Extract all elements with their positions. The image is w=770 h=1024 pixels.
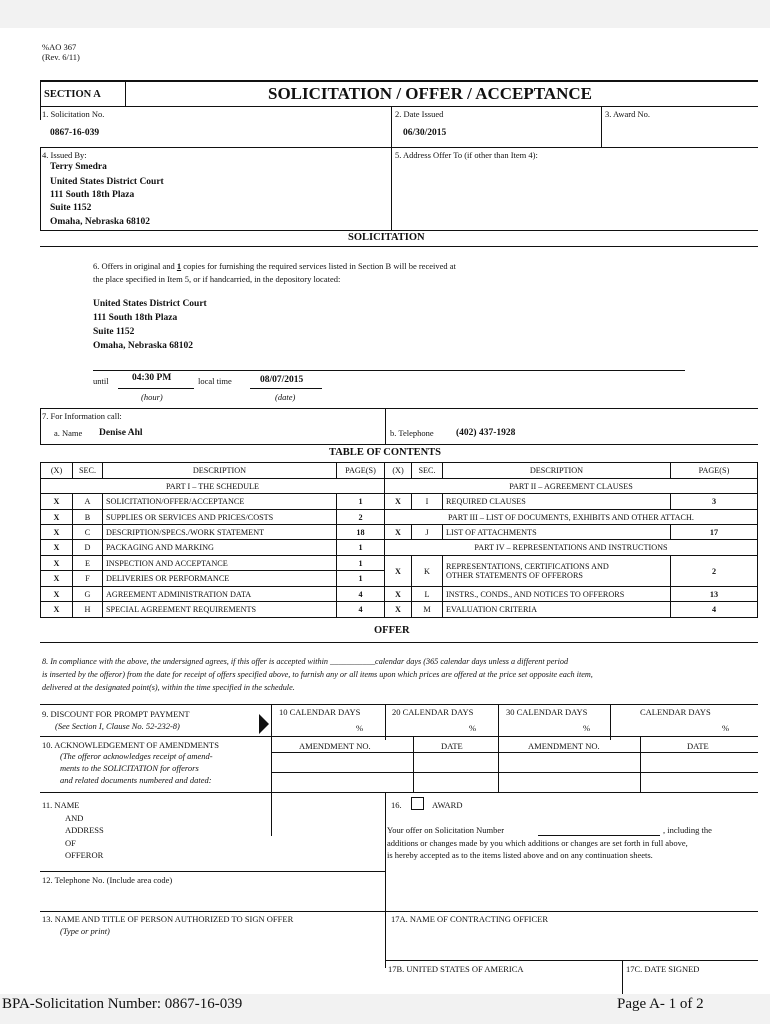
toc-sec: M (412, 602, 443, 618)
toc-desc (443, 556, 671, 587)
discount-col: 10 CALENDAR DAYS (279, 707, 361, 717)
local-time-label: local time (198, 376, 232, 386)
toc-check: X (385, 525, 412, 540)
toc-check: X (40, 540, 73, 556)
toc-sec: B (73, 510, 103, 525)
toc-desc: AGREEMENT ADMINISTRATION DATA (103, 587, 337, 602)
toc-check: X (40, 494, 73, 510)
info-telephone-label: b. Telephone (390, 428, 434, 438)
toc-pages: 2 (671, 556, 758, 587)
item8-line: delivered at the designated point(s), within the time specified in the schedule. (42, 683, 295, 692)
solicitation-heading: SOLICITATION (348, 232, 425, 243)
toc-sec: I (412, 494, 443, 510)
arrow-right-icon (259, 714, 269, 734)
info-telephone-value: (402) 437-1928 (456, 428, 516, 438)
info-call-label: 7. For Information call: (42, 411, 122, 421)
toc-desc: INSPECTION AND ACCEPTANCE (103, 556, 337, 571)
page-footer (0, 994, 770, 1024)
hour-caption: (hour) (141, 392, 163, 402)
award-text: , including the (663, 825, 712, 835)
issued-by-label: 4. Issued By: (42, 150, 87, 160)
date-value: 08/07/2015 (260, 375, 304, 385)
ack-sub: and related documents numbered and dated: (60, 775, 212, 785)
issued-by-line: Suite 1152 (50, 203, 92, 213)
toc-sec: H (73, 602, 103, 618)
toc-sec: A (73, 494, 103, 510)
form-revision: (Rev. 6/11) (42, 52, 80, 62)
toc-pages: 13 (671, 587, 758, 602)
award-text: is hereby accepted as to the items listed above and on any continuation sheets. (387, 850, 653, 860)
toc-desc: LIST OF ATTACHMENTS (443, 525, 671, 540)
toc-col-x: (X) (385, 462, 412, 479)
toc-col-sec: SEC. (412, 462, 443, 479)
issued-by-line: 111 South 18th Plaza (50, 190, 135, 200)
toc-col-desc: DESCRIPTION (103, 462, 337, 479)
toc-check: X (385, 602, 412, 618)
percent-sign: % (469, 723, 477, 733)
toc-heading: TABLE OF CONTENTS (329, 447, 442, 458)
offeror-label: OFFEROR (65, 850, 104, 860)
toc-check: X (40, 525, 73, 540)
award-text: Your offer on Solicitation Number (387, 825, 505, 835)
award-checkbox[interactable] (411, 797, 424, 810)
toc-pages: 1 (337, 571, 385, 587)
toc-pages: 4 (337, 602, 385, 618)
toc-pages: 1 (337, 556, 385, 571)
offeror-label: OF (65, 838, 76, 848)
discount-col: 30 CALENDAR DAYS (506, 707, 588, 717)
toc-sec: G (73, 587, 103, 602)
percent-sign: % (722, 723, 730, 733)
toc-col-pages: PAGE(S) (337, 462, 385, 479)
authorized-sub: (Type or print) (60, 926, 110, 936)
toc-desc: EVALUATION CRITERIA (443, 602, 671, 618)
toc-desc: DELIVERIES OR PERFORMANCE (103, 571, 337, 587)
toc-pages: 3 (671, 494, 758, 510)
toc-sec: L (412, 587, 443, 602)
item6-line2: the place specified in Item 5, or if handcarried, in the depository located: (93, 274, 341, 284)
percent-sign: % (356, 723, 364, 733)
toc-part-heading: PART I – THE SCHEDULE (40, 479, 385, 494)
item6-text: 6. Offers in original and 1 copies for furnishing the required services listed in Section B will be received at (93, 261, 456, 271)
issued-by-line: United States District Court (50, 177, 164, 187)
toc-desc: INSTRS., CONDS., AND NOTICES TO OFFERORS (443, 587, 671, 602)
toc-sec: F (73, 571, 103, 587)
usa-label: 17B. UNITED STATES OF AMERICA (388, 964, 524, 974)
toc-col-x: (X) (40, 462, 73, 479)
offeror-label: 11. NAME (42, 800, 80, 810)
discount-col: CALENDAR DAYS (640, 707, 711, 717)
percent-sign: % (583, 723, 591, 733)
toc-sec: D (73, 540, 103, 556)
authorized-label: 13. NAME AND TITLE OF PERSON AUTHORIZED TO SIGN OFFER (42, 914, 294, 924)
date-issued-value: 06/30/2015 (403, 128, 447, 138)
form-number: %AO 367 (42, 42, 77, 52)
hour-value: 04:30 PM (132, 373, 172, 383)
date-caption: (date) (275, 392, 296, 402)
toc-col-sec: SEC. (73, 462, 103, 479)
toc-sec: C (73, 525, 103, 540)
ack-col: AMENDMENT NO. (299, 741, 371, 751)
toc-part-heading: PART III – LIST OF DOCUMENTS, EXHIBITS AND OTHER ATTACH. (385, 510, 758, 525)
ack-col: AMENDMENT NO. (528, 741, 600, 751)
discount-sub: (See Section I, Clause No. 52-232-8) (55, 721, 180, 731)
solicitation-no-value: 0867-16-039 (50, 128, 100, 138)
telephone-label: 12. Telephone No. (Include area code) (42, 875, 173, 885)
ack-sub: (The offeror acknowledges receipt of amend- (60, 751, 213, 761)
item8-line: is inserted by the offeror) from the date for receipt of offers specified above, to furnish any or all items upon which prices are offered at the price set opposite each item, (42, 670, 593, 679)
toc-desc: SPECIAL AGREEMENT REQUIREMENTS (103, 602, 337, 618)
toc-check: X (40, 510, 73, 525)
depository-line: United States District Court (93, 299, 207, 309)
toc-sec: K (412, 556, 443, 587)
award-no-label: 3. Award No. (605, 109, 651, 119)
toc-pages: 1 (337, 540, 385, 556)
award-label: AWARD (432, 800, 463, 810)
toc-pages: 17 (671, 525, 758, 540)
info-name-label: a. Name (54, 428, 83, 438)
toc-pages: 18 (337, 525, 385, 540)
toc-desc: PACKAGING AND MARKING (103, 540, 337, 556)
depository-line: Omaha, Nebraska 68102 (93, 341, 194, 351)
until-label: until (93, 376, 109, 386)
toc-desc: SUPPLIES OR SERVICES AND PRICES/COSTS (103, 510, 337, 525)
date-issued-label: 2. Date Issued (395, 109, 444, 119)
toc-sec: E (73, 556, 103, 571)
solicitation-no-label: 1. Solicitation No. (42, 109, 105, 119)
toc-desc: SOLICITATION/OFFER/ACCEPTANCE (103, 494, 337, 510)
toc-part-heading: PART IV – REPRESENTATIONS AND INSTRUCTIONS (385, 540, 758, 556)
toc-pages: 4 (671, 602, 758, 618)
issued-by-line: Terry Smedra (50, 162, 107, 172)
depository-line: 111 South 18th Plaza (93, 313, 178, 323)
toc-pages: 4 (337, 587, 385, 602)
footer-page-number: Page A- 1 of 2 (617, 996, 704, 1012)
info-name-value: Denise Ahl (99, 428, 143, 438)
discount-label: 9. DISCOUNT FOR PROMPT PAYMENT (42, 709, 190, 719)
ack-col: DATE (687, 741, 709, 751)
offer-heading: OFFER (374, 625, 410, 636)
toc-check: X (40, 602, 73, 618)
form-sheet (0, 28, 770, 994)
toc-check: X (385, 587, 412, 602)
discount-col: 20 CALENDAR DAYS (392, 707, 474, 717)
toc-check: X (40, 556, 73, 571)
toc-desc: DESCRIPTION/SPECS./WORK STATEMENT (103, 525, 337, 540)
ack-col: DATE (441, 741, 463, 751)
toc-check: X (40, 571, 73, 587)
toc-check: X (385, 556, 412, 587)
offeror-label: AND (65, 813, 84, 823)
contracting-officer-label: 17A. NAME OF CONTRACTING OFFICER (391, 914, 549, 924)
address-offer-label: 5. Address Offer To (if other than Item 4): (395, 150, 538, 160)
toc-pages: 1 (337, 494, 385, 510)
toc-check: X (385, 494, 412, 510)
section-label: SECTION A (44, 89, 101, 100)
ack-label: 10. ACKNOWLEDGEMENT OF AMENDMENTS (42, 740, 219, 750)
item8-line: 8. In compliance with the above, the undersigned agrees, if this offer is accepted within ___________calendar days (365 calendar days unless a different period (42, 657, 569, 666)
toc-desc-line: OTHER STATEMENTS OF OFFERORS (446, 571, 583, 580)
toc-check: X (40, 587, 73, 602)
toc-col-desc: DESCRIPTION (443, 462, 671, 479)
depository-line: Suite 1152 (93, 327, 135, 337)
toc-col-pages: PAGE(S) (671, 462, 758, 479)
toc-sec: J (412, 525, 443, 540)
copies-count: 1 (176, 261, 182, 271)
form-title: SOLICITATION / OFFER / ACCEPTANCE (268, 84, 592, 103)
issued-by-line: Omaha, Nebraska 68102 (50, 217, 151, 227)
date-signed-label: 17C. DATE SIGNED (626, 964, 700, 974)
award-text: additions or changes made by you which additions or changes are set forth in full above, (387, 838, 688, 848)
ack-sub: ments to the SOLICITATION for offerors (60, 763, 199, 773)
toc-part-heading: PART II – AGREEMENT CLAUSES (385, 479, 758, 494)
footer-solicitation-number: BPA-Solicitation Number: 0867-16-039 (2, 996, 243, 1012)
toc-pages: 2 (337, 510, 385, 525)
toc-desc-line: REPRESENTATIONS, CERTIFICATIONS AND (446, 562, 609, 571)
toc-desc: REQUIRED CLAUSES (443, 494, 671, 510)
award-number: 16. (391, 800, 402, 810)
offeror-label: ADDRESS (65, 825, 104, 835)
